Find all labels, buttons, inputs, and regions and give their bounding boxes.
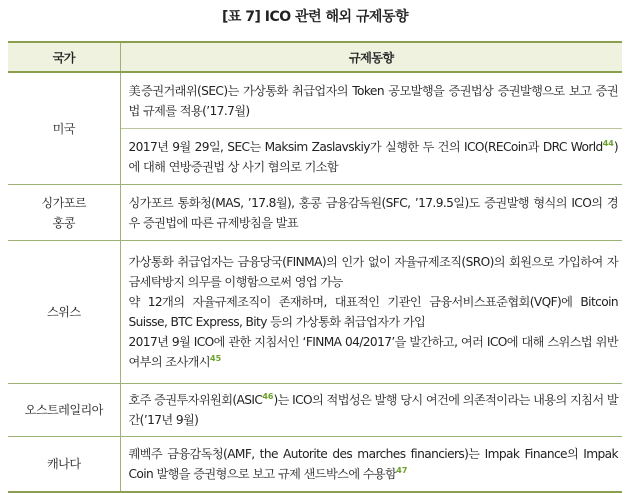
switzerland-para-1: 가상통화 취급업자는 금융당국(FINMA)의 인가 없이 자율규제조직(SRO)의 회원으로 가입하여 자금세탁방지 의무를 이행함으로써 영업 가능 [128, 255, 618, 289]
table-row-usa [8, 72, 622, 129]
footnote-45: 45 [210, 353, 222, 363]
country-usa: 미국 [8, 72, 120, 185]
country-switzerland: 스위스 [8, 241, 120, 384]
table-row-singapore-hongkong [8, 185, 622, 241]
header-regulation: 규제동향 [120, 42, 622, 72]
footnote-47: 47 [396, 465, 408, 475]
usa-regulation-2-tail: )에 대해 연방증권법 상 사기 혐의로 기소함 [128, 139, 618, 174]
table-row-switzerland [8, 241, 622, 384]
table-header-row [8, 42, 622, 72]
switzerland-regulation [120, 241, 622, 384]
footnote-44: 44 [602, 138, 614, 148]
australia-text-b: )는 ICO의 적법성은 발행 당시 여건에 의존적이라는 내용의 지침서 발간(’17년 9월) [128, 393, 618, 427]
header-country: 국가 [8, 42, 120, 72]
country-singapore: 싱가포르 [41, 195, 87, 210]
table-row-australia [8, 384, 622, 437]
table-row-canada [8, 437, 622, 493]
singapore-hongkong-regulation: 싱가포르 통화청(MAS, ’17.8월), 홍콩 금융감독원(SFC, ’17.9.5일)도 증권발행 형식의 ICO의 경우 증권법에 따른 규제방침을 발표 [120, 185, 622, 241]
canada-text: 퀘벡주 금융감독청(AMF, the Autorite des marches financiers)는 Impak Finance의 Impak Coin 발행을 증권형으로 보고 규제 샌드박스에 수용함 [128, 447, 618, 481]
country-singapore-hongkong [8, 185, 120, 241]
usa-regulation-1: 美증권거래위(SEC)는 가상통화 취급업자의 Token 공모발행을 증권법상 증권발행으로 보고 증권법 규제를 적용(’17.7월) [120, 72, 622, 129]
usa-regulation-2 [120, 129, 622, 185]
country-australia: 오스트레일리아 [8, 384, 120, 437]
footnote-46: 46 [262, 391, 274, 401]
switzerland-para-3 [129, 332, 619, 372]
usa-regulation-2-text: 2017년 9월 29일, SEC는 Maksim Zaslavskiy가 실행한 두 건의 ICO(RECoin과 DRC World [128, 139, 603, 154]
switzerland-para-2: 약 12개의 자율규제조직이 존재하며, 대표적인 기관인 금융서비스표준협회(VQF)에 Bitcoin Suisse, BTC Express, Bity 등의 가상통화 취급업자가 가입 [128, 295, 618, 329]
switzerland-para-3-text: 2017년 9월 ICO에 관한 지침서인 ‘FINMA 04/2017’을 발간하고, 여러 ICO에 대해 스위스법 위반여부의 조사개시 [128, 335, 618, 369]
australia-text-a: 호주 증권투자위원회(ASIC [128, 393, 263, 407]
canada-regulation [120, 437, 622, 493]
country-canada: 캐나다 [8, 437, 120, 493]
ico-regulation-table [8, 41, 622, 493]
table-title: [표 7] ICO 관련 해외 규제동향 [221, 9, 408, 25]
country-hongkong: 홍콩 [52, 215, 75, 230]
australia-regulation [120, 384, 622, 437]
